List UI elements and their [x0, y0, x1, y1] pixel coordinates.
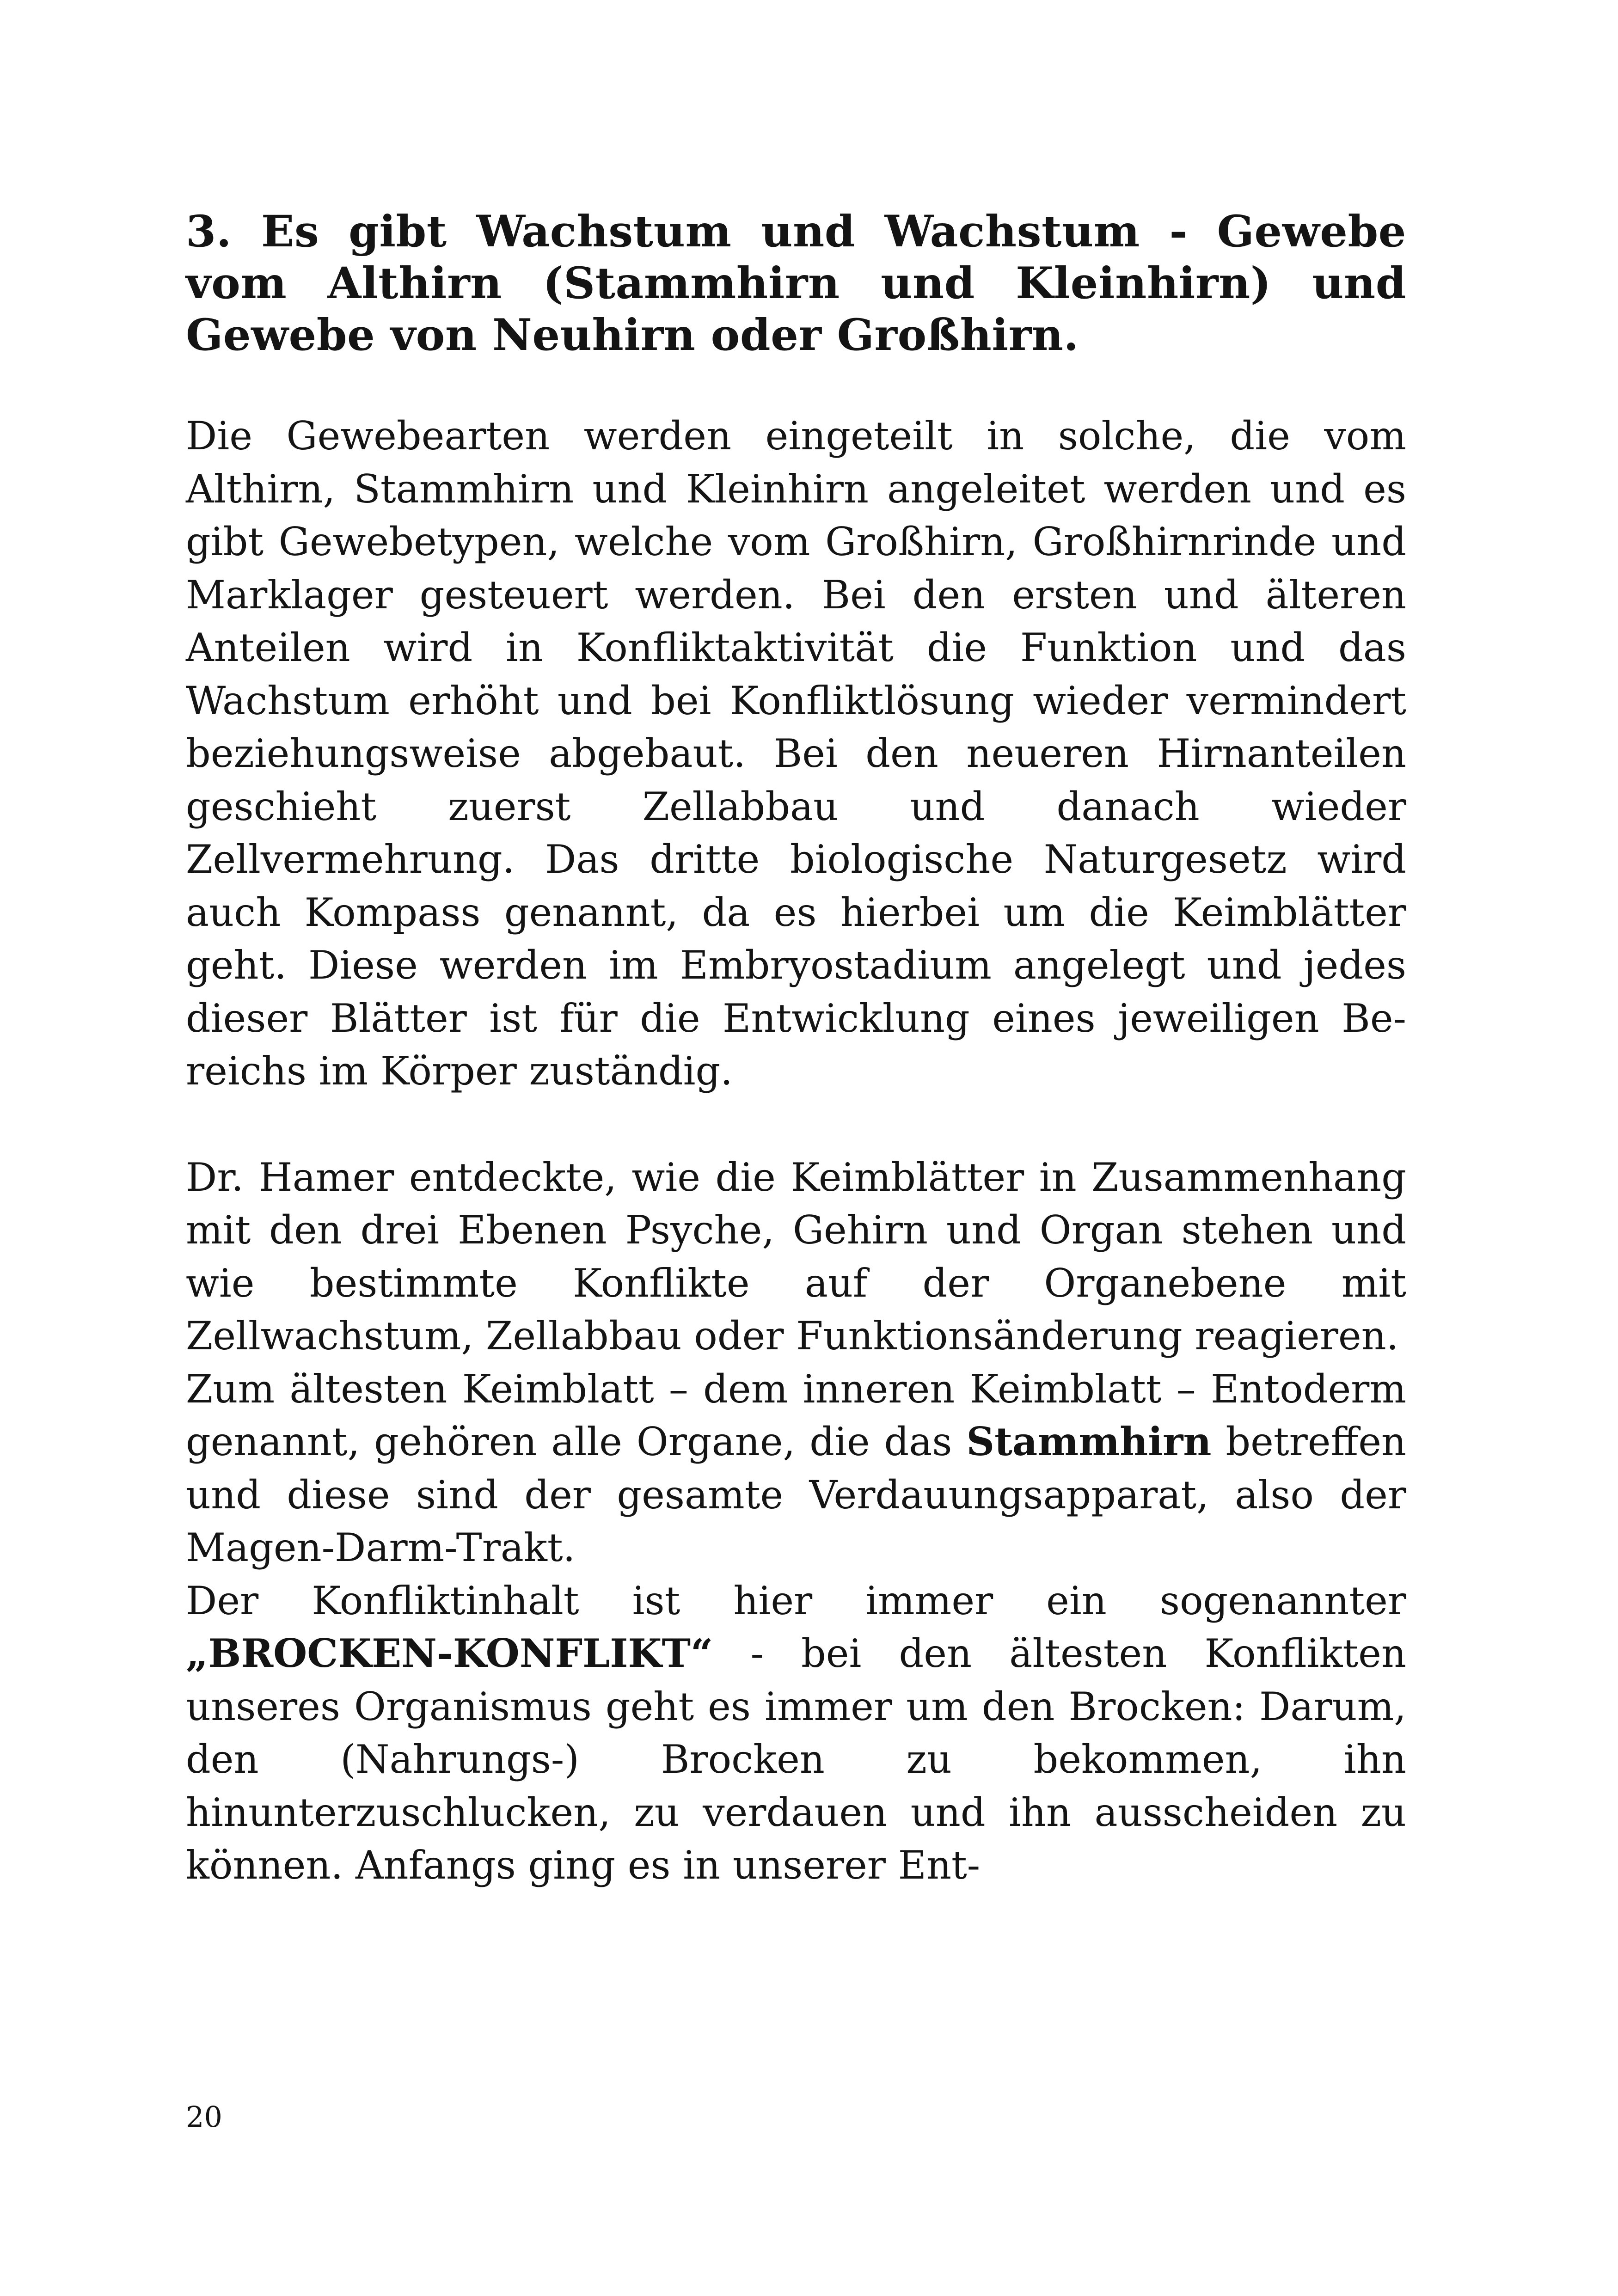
- page-number: 20: [186, 2100, 222, 2134]
- section-heading: 3. Es gibt Wachstum und Wachstum - Gewebe vom Althirn (Stammhirn und Kleinhirn) und Gewebe von Neuhirn oder Großhirn.: [186, 206, 1406, 361]
- body-text: [186, 410, 1406, 1892]
- paragraph: [186, 1574, 1406, 1892]
- paragraph-text: betreffen und diese sind der gesamte Verdauungsapparat, also der Magen-Darm-Trakt.: [186, 1419, 1406, 1570]
- emphasis-text: „BROCKEN-KONFLIKT“: [186, 1630, 713, 1676]
- page-content: [186, 206, 1406, 1892]
- paragraph: [186, 1363, 1406, 1574]
- paragraph: Die Gewebearten werden eingeteilt in solche, die vom Althirn, Stammhirn und Kleinhirn angeleitet werden und es gibt Gewebetypen, welche vom Großhirn, Großhirnrinde und Marklager gesteuert werden. Bei den ersten und älteren Anteilen wird in Konfliktaktivität die Funktion und das Wachstum erhöht und bei Konfliktlösung wieder vermindert beziehungsweise abgebaut. Bei den neueren Hirnanteilen geschieht zuerst Zellabbau und danach wieder Zellvermehrung. Das dritte biologische Naturgesetz wird auch Kompass genannt, da es hierbei um die Keimblätter geht. Diese werden im Embryostadium angelegt und jedes dieser Blätter ist für die Entwicklung eines jeweiligen Bereichs im Körper zuständig.: [186, 413, 1406, 1094]
- paragraph-text: Zum ältesten Keimblatt – dem inneren Keimblatt – Entoderm genannt, gehören alle Organe, die das: [186, 1366, 1406, 1464]
- paragraph-text: Der Konfliktinhalt ist hier immer ein sogenannter: [186, 1578, 1406, 1623]
- paragraph-text: - bei den ältesten Konflikten unseres Organismus geht es immer um den Brocken: Darum, den (Nahrungs-) Brocken zu bekommen, ihn hinunterzuschlucken, zu verdauen und ihn ausscheiden zu können. Anfangs ging es in unserer Ent-: [186, 1631, 1406, 1888]
- emphasis-text: Stammhirn: [966, 1419, 1212, 1464]
- paragraph: Dr. Hamer entdeckte, wie die Keimblätter in Zusammenhang mit den drei Ebenen Psyche, Gehirn und Organ stehen und wie bestimmte Konflikte auf der Organebene mit Zellwachstum, Zellabbau oder Funktionsänderung reagieren.: [186, 1154, 1406, 1359]
